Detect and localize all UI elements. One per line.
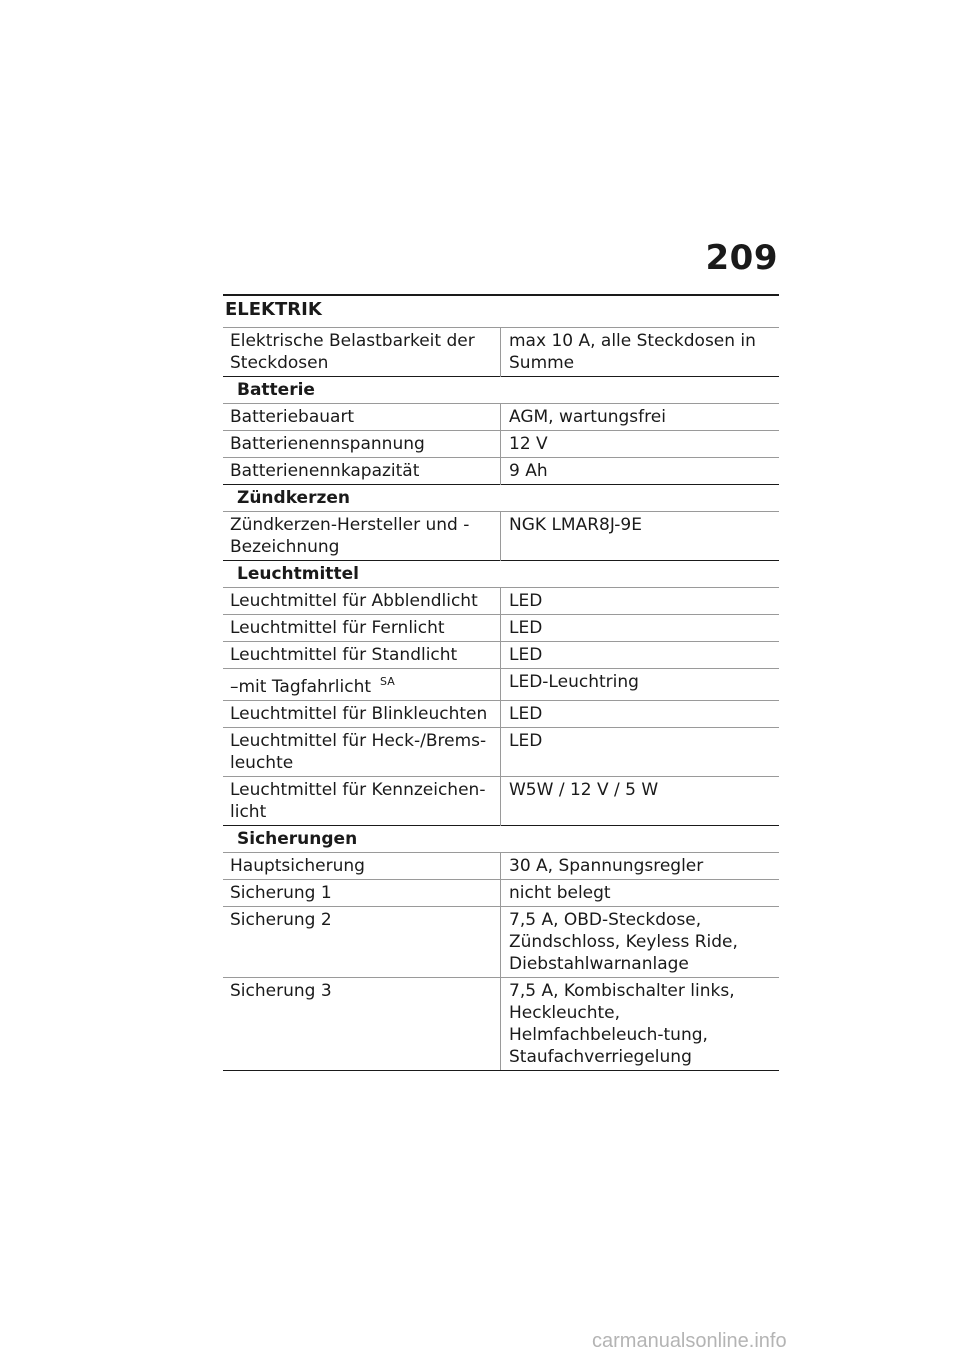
spec-value: AGM, wartungsfrei	[501, 404, 780, 431]
spec-row	[223, 588, 779, 615]
group-heading: Leuchtmittel	[223, 561, 779, 588]
spec-label: Leuchtmittel für Abblendlicht	[230, 591, 478, 611]
spec-label-cell	[223, 642, 501, 669]
group-heading: Sicherungen	[223, 826, 779, 853]
spec-label-cell	[223, 853, 501, 880]
group-heading-row	[223, 485, 779, 512]
spec-value: 7,5 A, Kombischalter links, Heckleuchte, Helmfachbeleuch-tung, Staufachverriegelung	[501, 978, 780, 1071]
spec-label-cell	[223, 978, 501, 1071]
spec-label-cell	[223, 907, 501, 978]
spec-label-cell	[223, 777, 501, 826]
spec-label-cell	[223, 669, 501, 701]
spec-value: 30 A, Spannungsregler	[501, 853, 780, 880]
section-title: ELEKTRIK	[225, 299, 322, 320]
spec-label: Sicherung 2	[230, 910, 332, 930]
spec-row	[223, 880, 779, 907]
page-number: 209	[705, 238, 778, 278]
spec-label-cell	[223, 328, 501, 377]
spec-label: Leuchtmittel für Blinkleuchten	[230, 704, 488, 724]
spec-value: LED	[501, 588, 780, 615]
spec-label-cell	[223, 431, 501, 458]
spec-row	[223, 431, 779, 458]
spec-label: Elektrische Belastbarkeit der Steckdosen	[230, 331, 475, 373]
watermark: carmanualsonline.info	[592, 1330, 787, 1352]
specs-table-body	[223, 328, 779, 1071]
spec-value: W5W / 12 V / 5 W	[501, 777, 780, 826]
spec-value: LED-Leuchtring	[501, 669, 780, 701]
spec-label-cell	[223, 588, 501, 615]
spec-row	[223, 669, 779, 701]
spec-row	[223, 907, 779, 978]
spec-label: Hauptsicherung	[230, 856, 365, 876]
spec-label: Leuchtmittel für Fernlicht	[230, 618, 445, 638]
spec-value: LED	[501, 615, 780, 642]
spec-label-cell	[223, 701, 501, 728]
spec-value: max 10 A, alle Steckdosen in Summe	[501, 328, 780, 377]
spec-value: 12 V	[501, 431, 780, 458]
spec-label: Batterienennspannung	[230, 434, 425, 454]
spec-value: NGK LMAR8J-9E	[501, 512, 780, 561]
specs-table	[223, 327, 779, 1071]
spec-label: Batteriebauart	[230, 407, 355, 427]
spec-label-cell	[223, 615, 501, 642]
group-heading: Batterie	[223, 377, 779, 404]
spec-label: Batterienennkapazität	[230, 461, 420, 481]
spec-row	[223, 458, 779, 485]
spec-label-cell	[223, 512, 501, 561]
spec-value: LED	[501, 642, 780, 669]
spec-row	[223, 512, 779, 561]
spec-label-cell	[223, 880, 501, 907]
spec-label: Zündkerzen-Hersteller und -Bezeichnung	[230, 515, 470, 557]
spec-value: nicht belegt	[501, 880, 780, 907]
spec-label: –mit Tagfahrlicht	[230, 677, 372, 697]
spec-row	[223, 978, 779, 1071]
spec-label: Sicherung 3	[230, 981, 332, 1001]
group-heading-row	[223, 826, 779, 853]
spec-row	[223, 328, 779, 377]
group-heading-row	[223, 377, 779, 404]
spec-row	[223, 642, 779, 669]
spec-label-cell	[223, 458, 501, 485]
group-heading: Zündkerzen	[223, 485, 779, 512]
spec-row	[223, 701, 779, 728]
spec-value: 7,5 A, OBD-Steckdose, Zündschloss, Keyless Ride, Diebstahlwarnanlage	[501, 907, 780, 978]
spec-row	[223, 777, 779, 826]
spec-row	[223, 615, 779, 642]
spec-value: 9 Ah	[501, 458, 780, 485]
spec-row	[223, 728, 779, 777]
group-heading-row	[223, 561, 779, 588]
spec-label: Sicherung 1	[230, 883, 332, 903]
spec-value: LED	[501, 728, 780, 777]
spec-row	[223, 853, 779, 880]
optional-equipment-marker: SA	[380, 675, 395, 688]
spec-value: LED	[501, 701, 780, 728]
electrics-section	[223, 294, 779, 1071]
spec-label-cell	[223, 728, 501, 777]
spec-label: Leuchtmittel für Kennzeichen-licht	[230, 780, 486, 822]
spec-row	[223, 404, 779, 431]
spec-label-cell	[223, 404, 501, 431]
spec-label: Leuchtmittel für Standlicht	[230, 645, 458, 665]
spec-label: Leuchtmittel für Heck-/Brems-leuchte	[230, 731, 487, 773]
